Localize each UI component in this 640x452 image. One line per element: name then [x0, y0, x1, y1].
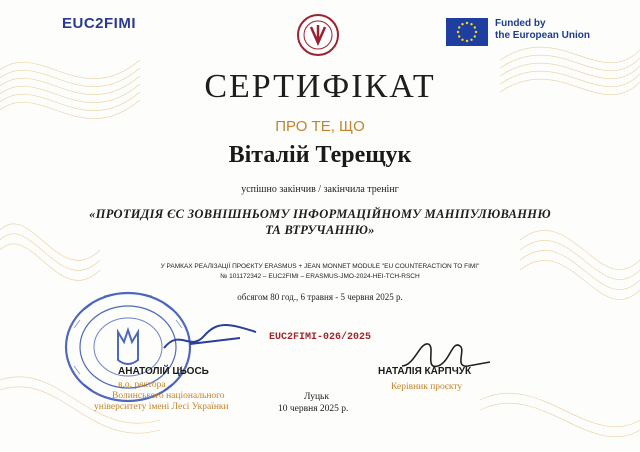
framework-line1: У РАМКАХ РЕАЛІЗАЦІЇ ПРОЄКТУ ERASMUS + JEAN MONNET MODULE "EU COUNTERACTION TO FIMI": [160, 263, 480, 270]
rector-name: АНАТОЛІЙ ЦЬОСЬ: [118, 366, 209, 377]
rector-role-line2: Волинського національного: [112, 391, 225, 401]
project-lead-role: Керівник проєкту: [391, 382, 463, 392]
project-framework: [0, 262, 640, 282]
course-title-line1: «ПРОТИДІЯ ЄС ЗОВНІШНЬОМУ ІНФОРМАЦІЙНОМУ МАНІПУЛЮВАННЮ: [89, 207, 551, 221]
certificate-title: СЕРТИФІКАТ: [204, 68, 436, 105]
rector-role-line3: університету імені Лесі Українки: [94, 402, 229, 412]
course-title-line2: ТА ВТРУЧАННЮ»: [265, 223, 375, 237]
course-volume: обсягом 80 год., 6 травня - 5 червня 2025 р.: [237, 292, 403, 302]
certificate-about: ПРО ТЕ, ЩО: [275, 118, 365, 135]
certificate-number: EUC2FIMI-026/2025: [268, 332, 372, 343]
issue-place: Луцьк: [304, 392, 329, 402]
eu-funding-label: [495, 18, 590, 42]
rector-role-line1: в.о. ректора: [118, 380, 166, 390]
project-logo: EUC2FIMI: [62, 15, 137, 32]
eu-flag-icon: [446, 18, 488, 46]
eu-funding-line2: the European Union: [495, 30, 590, 41]
framework-line2: № 101172342 – EUC2FIMI – ERASMUS-JMO-2024-HEI-TCH-RSCH: [220, 273, 420, 280]
completion-text: успішно закінчив / закінчила тренінг: [241, 184, 399, 195]
issue-date: 10 червня 2025 р.: [278, 404, 349, 414]
project-lead-name: НАТАЛІЯ КАРПЧУК: [378, 366, 472, 377]
university-emblem-icon: [296, 13, 340, 57]
course-title: [0, 206, 640, 238]
recipient-name: Віталій Терещук: [228, 142, 412, 168]
eu-funding-line1: Funded by: [495, 18, 546, 29]
rector-signature-icon: [160, 318, 260, 358]
